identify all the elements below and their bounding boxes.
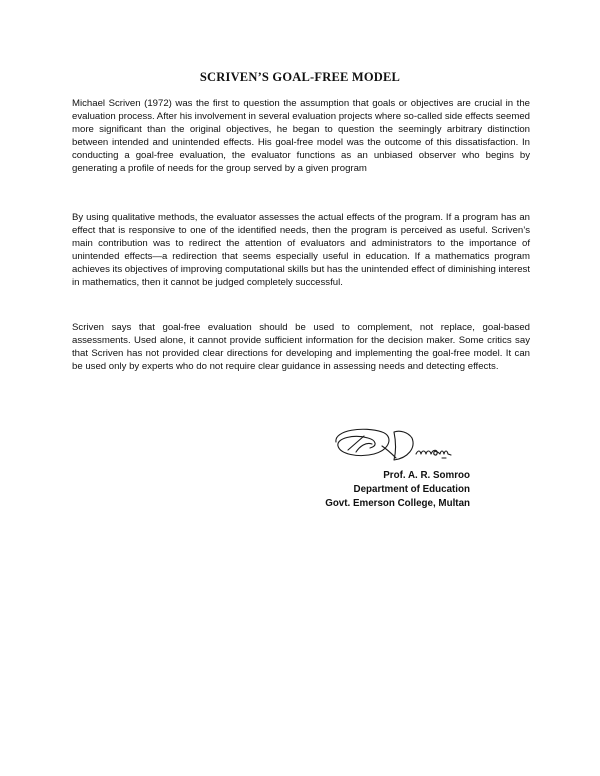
signature-block: [300, 469, 470, 512]
paragraph-1: Michael Scriven (1972) was the first to question the assumption that goals or objectives are crucial in the evaluation process. After his involvement in several evaluation projects where so-called side effects seemed more significant than the original objectives, he began to question the seemingly arbitrary distinction between intended and unintended effects. His goal-free model was the outcome of this dissatisfaction. In conducting a goal-free evaluation, the evaluator functions as an unbiased observer who begins by generating a profile of needs for the group served by a given program: [72, 98, 530, 175]
paragraph-3: Scriven says that goal-free evaluation should be used to complement, not replace, goal-based assessments. Used alone, it cannot provide sufficient information for the decision maker. Some critics say that Scriven has not provided clear directions for developing and implementing the goal-free model. It can be used only by experts who do not require clear guidance in assessing needs and detecting effects.: [72, 322, 530, 373]
paragraph-2: By using qualitative methods, the evaluator assesses the actual effects of the program. If a program has an effect that is responsive to one of the identified needs, then the program is perceived as useful. Scriven’s main contribution was to redirect the attention of evaluators and administrators to the importance of unintended effects—a redirection that seems especially useful in education. If a mathematics program achieves its objectives of improving computational skills but has the unintended effect of diminishing interest in mathematics, then it cannot be judged completely successful.: [72, 212, 530, 289]
signatory-name: Prof. A. R. Somroo: [383, 470, 470, 481]
document-title: SCRIVEN’S GOAL-FREE MODEL: [199, 70, 401, 84]
signatory-department: Department of Education: [353, 484, 470, 496]
handwritten-signature: [330, 424, 460, 468]
signatory-institution: Govt. Emerson College, Multan: [325, 498, 470, 510]
